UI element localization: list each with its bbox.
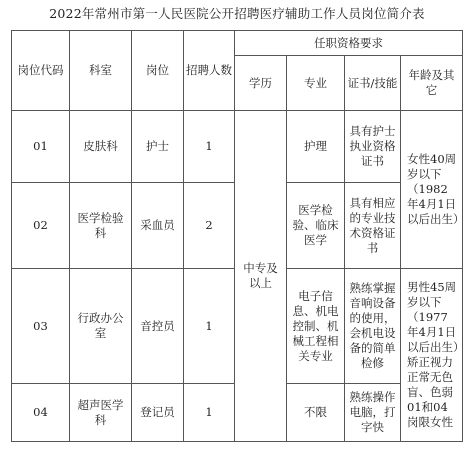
header-code: 岗位代码 (12, 31, 70, 111)
header-requirements: 任职资格要求 (235, 31, 463, 56)
page-title: 2022年常州市第一人民医院公开招聘医疗辅助工作人员岗位简介表 (49, 6, 425, 21)
row-certificate: 具有相应的专业技术资格证书 (345, 183, 401, 269)
header-education: 学历 (235, 56, 287, 111)
row-post: 登记员 (132, 384, 184, 442)
education-cell: 中专及以上 (235, 111, 287, 442)
row-count: 1 (184, 384, 235, 442)
row-major: 医学检验、临床医学 (287, 183, 345, 269)
row-dept: 医学检验科 (70, 183, 132, 269)
row-code: 02 (12, 183, 70, 269)
row-certificate: 熟练操作电脑，打字快 (345, 384, 401, 442)
row-major: 电子信息、机电控制、机械工程相关专业 (287, 269, 345, 384)
header-count: 招聘人数 (184, 31, 235, 111)
header-age-other: 年龄及其它 (401, 56, 463, 111)
row-certificate: 具有护士执业资格证书 (345, 111, 401, 183)
row-post: 音控员 (132, 269, 184, 384)
age-note-cell-1: 女性40周岁以下（1982年4月1日以后出生） (401, 111, 463, 269)
row-dept: 行政办公室 (70, 269, 132, 384)
row-post: 护士 (132, 111, 184, 183)
row-count: 2 (184, 183, 235, 269)
row-post: 采血员 (132, 183, 184, 269)
header-post: 岗位 (132, 31, 184, 111)
row-count: 1 (184, 111, 235, 183)
position-table (11, 30, 463, 442)
row-major: 护理 (287, 111, 345, 183)
table-row (12, 111, 463, 183)
row-code: 03 (12, 269, 70, 384)
row-dept: 超声医学科 (70, 384, 132, 442)
row-code: 01 (12, 111, 70, 183)
header-dept: 科室 (70, 31, 132, 111)
header-certificate: 证书/技能 (345, 56, 401, 111)
row-dept: 皮肤科 (70, 111, 132, 183)
row-certificate: 熟练掌握音响设备的使用，会机电设备的简单检修 (345, 269, 401, 384)
header-major: 专业 (287, 56, 345, 111)
row-code: 04 (12, 384, 70, 442)
age-note-cell-2: 男性45周岁以下（1977年4月1日以后出生）矫正视力正常无色盲、色弱01和04岗限女性 (401, 269, 463, 442)
row-count: 1 (184, 269, 235, 384)
row-major: 不限 (287, 384, 345, 442)
